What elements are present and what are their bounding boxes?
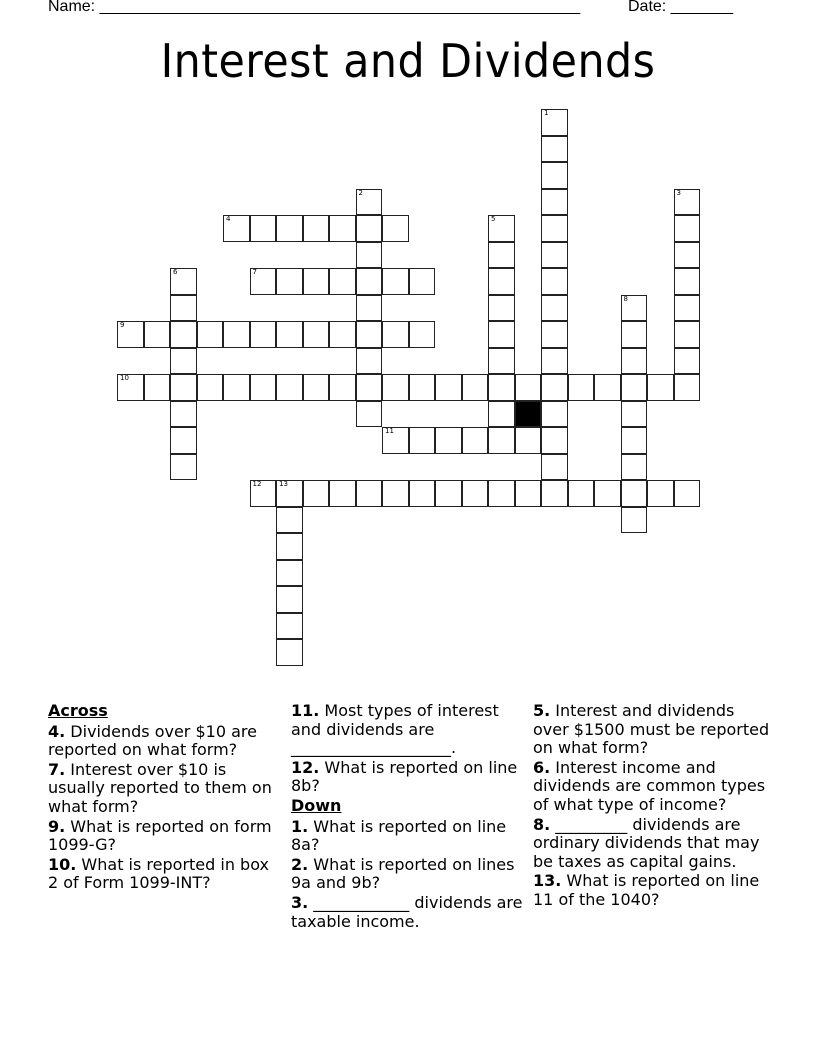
grid-cell[interactable] xyxy=(197,321,224,348)
grid-cell[interactable] xyxy=(276,215,303,242)
grid-cell[interactable] xyxy=(435,480,462,507)
clue-across-7: 7. Interest over $10 is usually reported to them on what form? xyxy=(48,759,272,816)
clue-down-1: 1. What is reported on line 8a? xyxy=(291,816,507,855)
grid-cell[interactable] xyxy=(674,480,701,507)
grid-cell[interactable] xyxy=(541,215,568,242)
clue-number: 1 xyxy=(544,109,549,117)
grid-cell[interactable] xyxy=(488,401,515,428)
grid-cell[interactable] xyxy=(621,480,648,507)
grid-cell[interactable] xyxy=(144,321,171,348)
grid-cell[interactable] xyxy=(409,321,436,348)
grid-cell[interactable] xyxy=(488,242,515,269)
clue-number: 3 xyxy=(676,188,681,197)
grid-cell[interactable] xyxy=(356,401,383,428)
grid-cell[interactable] xyxy=(303,321,330,348)
clue-across-11: 11. Most types of interest and dividends are ____________________. xyxy=(291,701,499,758)
grid-cell[interactable] xyxy=(621,321,648,348)
grid-cell[interactable] xyxy=(250,268,277,295)
grid-cell[interactable] xyxy=(303,268,330,295)
grid-cell[interactable] xyxy=(250,321,277,348)
grid-cell[interactable] xyxy=(488,215,515,242)
grid-cell[interactable] xyxy=(329,215,356,242)
grid-cell[interactable] xyxy=(356,295,383,322)
grid-cell[interactable] xyxy=(303,215,330,242)
grid-cell[interactable] xyxy=(541,136,568,163)
grid-cell[interactable] xyxy=(303,374,330,401)
grid-cell[interactable] xyxy=(382,268,409,295)
grid-cell[interactable] xyxy=(462,480,489,507)
grid-cell[interactable] xyxy=(356,215,383,242)
grid-cell[interactable] xyxy=(250,374,277,401)
grid-cell[interactable] xyxy=(382,480,409,507)
black-cell xyxy=(515,401,542,428)
grid-cell[interactable] xyxy=(541,480,568,507)
clue-down-6: 6. Interest income and dividends are common types of what type of income? xyxy=(533,757,766,814)
grid-cell[interactable] xyxy=(276,268,303,295)
grid-cell[interactable] xyxy=(488,295,515,322)
clue-number: 12 xyxy=(252,480,262,488)
grid-cell[interactable] xyxy=(515,427,542,454)
grid-cell[interactable] xyxy=(250,480,277,507)
grid-cell[interactable] xyxy=(223,374,250,401)
grid-cell[interactable] xyxy=(303,480,330,507)
grid-cell[interactable] xyxy=(541,242,568,269)
grid-cell[interactable] xyxy=(356,268,383,295)
clues-column-2 xyxy=(291,702,526,932)
clue-number: 9 xyxy=(120,321,125,329)
grid-cell[interactable] xyxy=(276,613,303,640)
grid-cell[interactable] xyxy=(170,295,197,322)
grid-cell[interactable] xyxy=(276,374,303,401)
grid-cell[interactable] xyxy=(382,215,409,242)
grid-cell[interactable] xyxy=(515,480,542,507)
grid-cell[interactable] xyxy=(276,321,303,348)
grid-cell[interactable] xyxy=(621,427,648,454)
grid-cell[interactable] xyxy=(647,480,674,507)
grid-cell[interactable] xyxy=(674,321,701,348)
grid-cell[interactable] xyxy=(488,321,515,348)
grid-cell[interactable] xyxy=(356,480,383,507)
grid-cell[interactable] xyxy=(541,162,568,189)
grid-cell[interactable] xyxy=(409,268,436,295)
grid-cell[interactable] xyxy=(409,374,436,401)
grid-cell[interactable] xyxy=(356,189,383,216)
grid-cell[interactable] xyxy=(276,639,303,666)
grid-cell[interactable] xyxy=(594,374,621,401)
grid-cell[interactable] xyxy=(144,374,171,401)
grid-cell[interactable] xyxy=(541,321,568,348)
clue-across-10: 10. What is reported in box 2 of Form 1099-INT? xyxy=(48,854,269,893)
page-title: Interest and Dividends xyxy=(160,34,656,88)
grid-cell[interactable] xyxy=(382,374,409,401)
grid-cell[interactable] xyxy=(223,215,250,242)
grid-cell[interactable] xyxy=(382,427,409,454)
grid-cell[interactable] xyxy=(541,189,568,216)
grid-cell[interactable] xyxy=(356,374,383,401)
grid-cell[interactable] xyxy=(621,454,648,481)
grid-cell[interactable] xyxy=(276,480,303,507)
grid-cell[interactable] xyxy=(541,374,568,401)
grid-cell[interactable] xyxy=(170,268,197,295)
clue-number: 7 xyxy=(252,268,257,276)
grid-cell[interactable] xyxy=(435,427,462,454)
grid-cell[interactable] xyxy=(594,480,621,507)
grid-cell[interactable] xyxy=(647,374,674,401)
grid-cell[interactable] xyxy=(409,427,436,454)
grid-cell[interactable] xyxy=(674,295,701,322)
grid-cell[interactable] xyxy=(117,374,144,401)
name-field[interactable]: Name: ______________________________________________________ xyxy=(48,0,581,15)
grid-cell[interactable] xyxy=(488,348,515,375)
grid-cell[interactable] xyxy=(223,321,250,348)
grid-cell[interactable] xyxy=(356,348,383,375)
clue-number: 6 xyxy=(173,268,178,276)
clue-number: 5 xyxy=(491,215,496,223)
grid-cell[interactable] xyxy=(356,242,383,269)
clue-number: 11 xyxy=(385,427,394,435)
clue-number: 13 xyxy=(279,480,288,488)
clue-down-3: 3. ____________ dividends are taxable income. xyxy=(291,892,523,931)
grid-cell[interactable] xyxy=(170,401,197,428)
grid-cell[interactable] xyxy=(515,374,542,401)
grid-cell[interactable] xyxy=(197,374,224,401)
grid-cell[interactable] xyxy=(170,321,197,348)
clue-down-5: 5. Interest and dividends over $1500 must be reported on what form? xyxy=(533,701,770,758)
grid-cell[interactable] xyxy=(621,401,648,428)
grid-cell[interactable] xyxy=(541,268,568,295)
grid-cell[interactable] xyxy=(621,348,648,375)
grid-cell[interactable] xyxy=(462,374,489,401)
grid-cell[interactable] xyxy=(409,480,436,507)
grid-cell[interactable] xyxy=(674,215,701,242)
grid-cell[interactable] xyxy=(621,295,648,322)
grid-cell[interactable] xyxy=(170,348,197,375)
grid-cell[interactable] xyxy=(276,507,303,534)
grid-cell[interactable] xyxy=(488,427,515,454)
grid-cell[interactable] xyxy=(541,427,568,454)
grid-cell[interactable] xyxy=(329,268,356,295)
clue-across-4: 4. Dividends over $10 are reported on what form? xyxy=(48,721,257,760)
grid-cell[interactable] xyxy=(356,321,383,348)
grid-cell[interactable] xyxy=(488,480,515,507)
grid-cell[interactable] xyxy=(488,268,515,295)
grid-cell[interactable] xyxy=(170,374,197,401)
grid-cell[interactable] xyxy=(170,427,197,454)
grid-cell[interactable] xyxy=(674,348,701,375)
clue-down-2: 2. What is reported on lines 9a and 9b? xyxy=(291,854,515,893)
clue-across-9: 9. What is reported on form 1099-G? xyxy=(48,816,272,855)
clue-down-13: 13. What is reported on line 11 of the 1040? xyxy=(533,871,760,909)
grid-cell[interactable] xyxy=(541,295,568,322)
grid-cell[interactable] xyxy=(488,374,515,401)
grid-cell[interactable] xyxy=(674,242,701,269)
grid-cell[interactable] xyxy=(568,374,595,401)
grid-cell[interactable] xyxy=(568,480,595,507)
down-heading: Down xyxy=(291,795,342,815)
grid-cell[interactable] xyxy=(674,189,701,216)
grid-cell[interactable] xyxy=(541,401,568,428)
grid-cell[interactable] xyxy=(117,321,144,348)
grid-cell[interactable] xyxy=(329,480,356,507)
clue-down-8: 8. _________ dividends are ordinary dividends that may be taxes as capital gains. xyxy=(533,814,760,871)
grid-cell[interactable] xyxy=(541,454,568,481)
grid-cell[interactable] xyxy=(250,215,277,242)
grid-cell[interactable] xyxy=(621,374,648,401)
date-field[interactable]: Date: _______ xyxy=(628,0,733,15)
grid-cell[interactable] xyxy=(276,560,303,587)
grid-cell[interactable] xyxy=(276,533,303,560)
clues-column-3 xyxy=(533,702,773,911)
clues-column-1 xyxy=(48,702,273,894)
grid-cell[interactable] xyxy=(170,454,197,481)
clue-number: 4 xyxy=(226,215,231,223)
clue-number: 10 xyxy=(120,374,129,382)
grid-cell[interactable] xyxy=(674,374,701,401)
grid-cell[interactable] xyxy=(674,268,701,295)
grid-cell[interactable] xyxy=(541,348,568,375)
clue-number: 2 xyxy=(358,188,363,197)
grid-cell[interactable] xyxy=(541,109,568,136)
grid-cell[interactable] xyxy=(276,586,303,613)
grid-cell[interactable] xyxy=(329,374,356,401)
grid-cell[interactable] xyxy=(382,321,409,348)
grid-cell[interactable] xyxy=(435,374,462,401)
grid-cell[interactable] xyxy=(621,507,648,534)
across-heading: Across xyxy=(48,701,108,720)
grid-cell[interactable] xyxy=(329,321,356,348)
clue-across-12: 12. What is reported on line 8b? xyxy=(291,757,518,796)
clue-number: 8 xyxy=(623,294,628,303)
grid-cell[interactable] xyxy=(462,427,489,454)
